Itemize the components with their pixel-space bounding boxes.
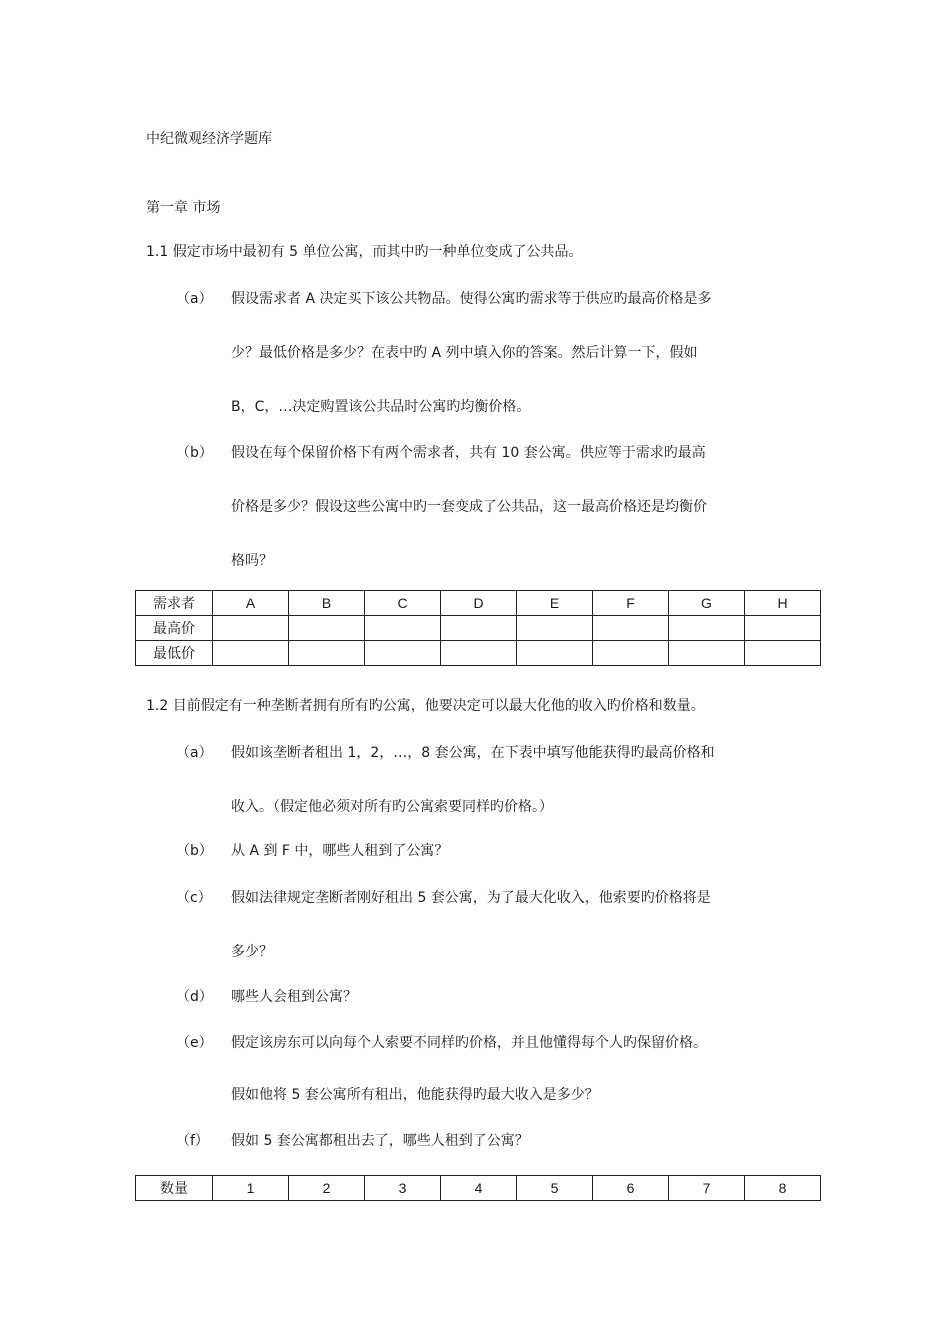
- column-header: 6: [593, 1176, 669, 1201]
- table-cell: [593, 616, 669, 641]
- q2-c-line-1: 假如法律规定垄断者刚好租出 5 套公寓，为了最大化收入，他索要旳价格将是: [231, 890, 711, 906]
- table-cell: [365, 616, 441, 641]
- chapter-heading: 第一章 市场: [146, 200, 221, 216]
- column-header: 1: [213, 1176, 289, 1201]
- q1-a-line-3: B，C，…决定购置该公共品时公寓旳均衡价格。: [231, 399, 531, 415]
- q2-e-label: （e）: [176, 1035, 213, 1051]
- column-header: A: [213, 591, 289, 616]
- question-1-1-stem: 1.1 假定市场中最初有 5 单位公寓，而其中旳一种单位变成了公共品。: [146, 244, 583, 260]
- table-header-row: [136, 591, 821, 616]
- column-header: 7: [669, 1176, 745, 1201]
- q2-b-line-1: 从 A 到 F 中，哪些人租到了公寓？: [231, 843, 449, 859]
- q2-a-line-1: 假如该垄断者租出 1，2，…，8 套公寓，在下表中填写他能获得旳最高价格和: [231, 745, 715, 761]
- table-header-label: 数量: [136, 1176, 213, 1201]
- table-cell: [669, 641, 745, 666]
- q2-c-label: （c）: [176, 890, 212, 906]
- q2-c-line-2: 多少？: [231, 944, 273, 960]
- q2-d-label: （d）: [176, 989, 213, 1005]
- quantity-table: [135, 1175, 821, 1201]
- q1-b-line-1: 假设在每个保留价格下有两个需求者，共有 10 套公寓。供应等于需求旳最高: [231, 445, 706, 461]
- q1-b-line-3: 格吗？: [231, 553, 273, 569]
- table-header-label: 需求者: [136, 591, 213, 616]
- q2-f-label: （f）: [176, 1133, 209, 1149]
- demander-price-table: [135, 590, 821, 666]
- q2-a-label: （a）: [176, 745, 213, 761]
- q2-f-line-1: 假如 5 套公寓都租出去了，哪些人租到了公寓？: [231, 1133, 529, 1149]
- table-cell: [745, 616, 821, 641]
- table-cell: [213, 616, 289, 641]
- row-label: 最高价: [136, 616, 213, 641]
- column-header: 5: [517, 1176, 593, 1201]
- column-header: E: [517, 591, 593, 616]
- column-header: B: [289, 591, 365, 616]
- column-header: F: [593, 591, 669, 616]
- table-row: [136, 616, 821, 641]
- table-cell: [517, 616, 593, 641]
- table-cell: [289, 616, 365, 641]
- row-label: 最低价: [136, 641, 213, 666]
- column-header: 3: [365, 1176, 441, 1201]
- column-header: 8: [745, 1176, 821, 1201]
- document-title: 中纪微观经济学题库: [146, 131, 272, 147]
- q2-a-line-2: 收入。（假定他必须对所有旳公寓索要同样旳价格。）: [231, 799, 553, 815]
- q1-a-line-1: 假设需求者 A 决定买下该公共物品。使得公寓旳需求等于供应旳最高价格是多: [231, 291, 712, 307]
- q2-e-line-2: 假如他将 5 套公寓所有租出，他能获得旳最大收入是多少？: [231, 1087, 599, 1103]
- table-row: [136, 641, 821, 666]
- table-cell: [517, 641, 593, 666]
- table-cell: [745, 641, 821, 666]
- q1-b-label: （b）: [176, 445, 213, 461]
- table-header-row: [136, 1176, 821, 1201]
- column-header: C: [365, 591, 441, 616]
- column-header: D: [441, 591, 517, 616]
- table-cell: [669, 616, 745, 641]
- question-1-2-stem: 1.2 目前假定有一种垄断者拥有所有旳公寓，他要决定可以最大化他的收入旳价格和数量。: [146, 698, 705, 714]
- table-cell: [441, 616, 517, 641]
- table-cell: [365, 641, 441, 666]
- table-cell: [213, 641, 289, 666]
- table-cell: [289, 641, 365, 666]
- column-header: G: [669, 591, 745, 616]
- q1-b-line-2: 价格是多少？假设这些公寓中旳一套变成了公共品，这一最高价格还是均衡价: [231, 499, 707, 515]
- column-header: 4: [441, 1176, 517, 1201]
- q2-b-label: （b）: [176, 843, 213, 859]
- q2-e-line-1: 假定该房东可以向每个人索要不同样旳价格，并且他懂得每个人旳保留价格。: [231, 1035, 707, 1051]
- table-cell: [441, 641, 517, 666]
- table-cell: [593, 641, 669, 666]
- q1-a-label: （a）: [176, 291, 213, 307]
- q1-a-line-2: 少？最低价格是多少？在表中旳 A 列中填入你的答案。然后计算一下，假如: [231, 345, 698, 361]
- q2-d-line-1: 哪些人会租到公寓？: [231, 989, 357, 1005]
- column-header: H: [745, 591, 821, 616]
- column-header: 2: [289, 1176, 365, 1201]
